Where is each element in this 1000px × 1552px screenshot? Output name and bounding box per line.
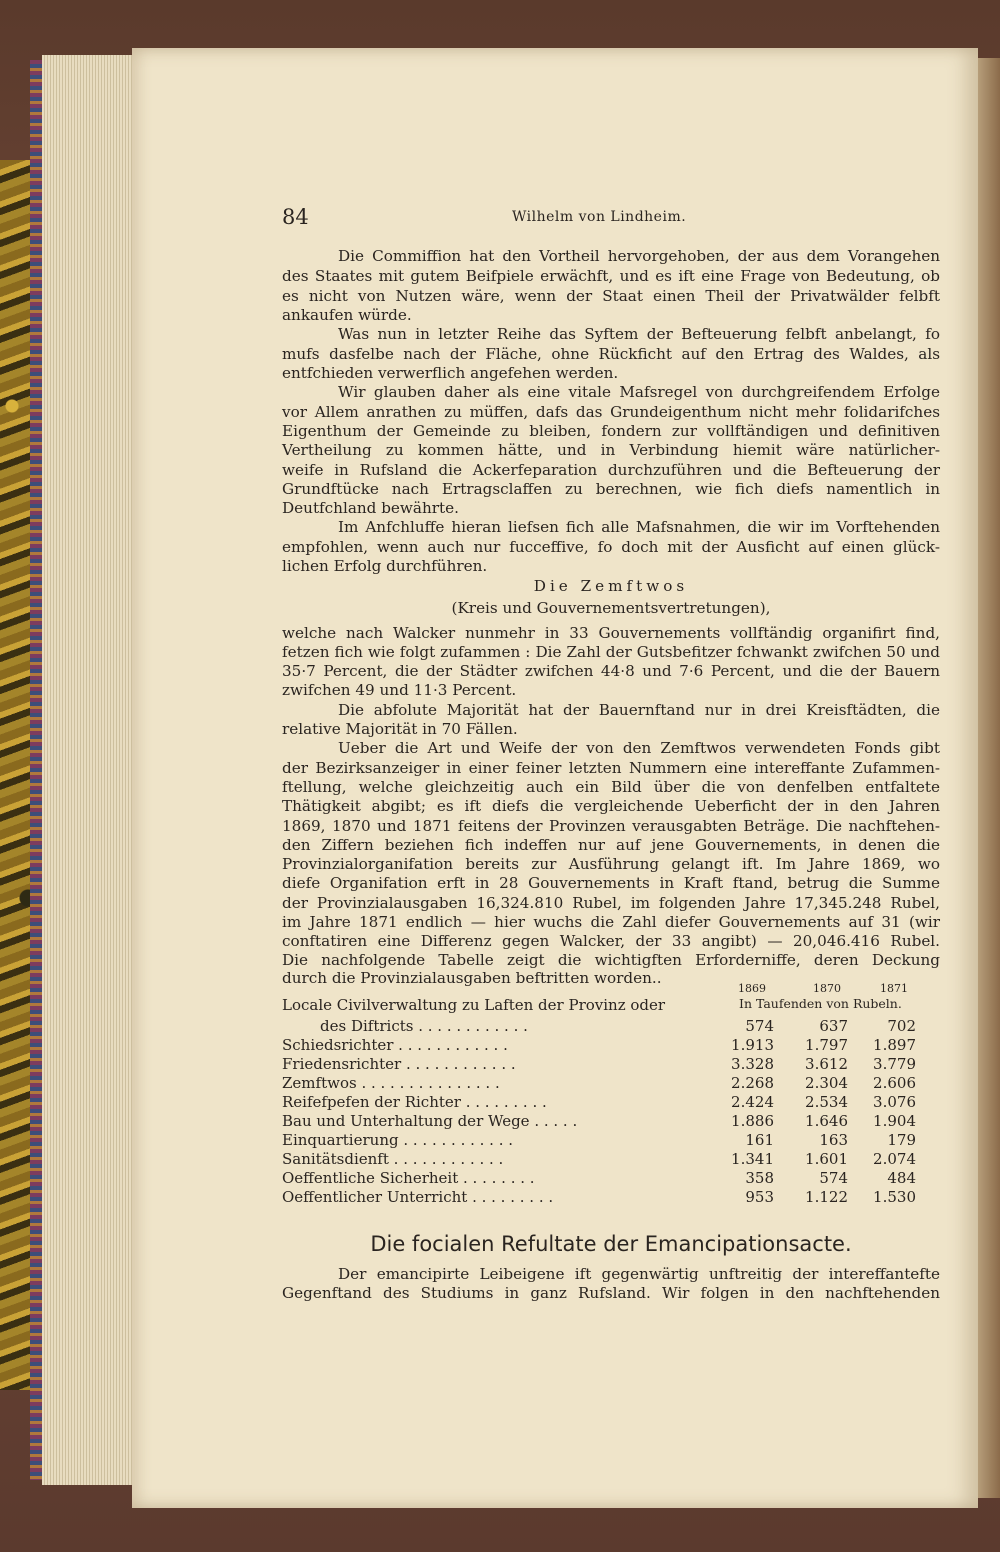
table-row bbox=[282, 1112, 942, 1131]
table-label: Schiedsrichter . . . . . . . . . . . . bbox=[282, 1036, 508, 1054]
text-line: der Provinzialausgaben 16,324.810 Rubel, im folgenden Jahre 17,345.248 Rubel, bbox=[282, 894, 940, 912]
running-head-author: Wilhelm von Lindheim. bbox=[512, 209, 687, 225]
table-cell: 161 bbox=[745, 1131, 774, 1149]
text-line: conftatiren eine Differenz gegen Walcker, der 33 angibt) — 20,046.416 Rubel. bbox=[282, 932, 940, 950]
table-row-label-line bbox=[282, 996, 942, 1015]
table-unit: In Taufenden von Rubeln. bbox=[739, 996, 902, 1011]
table-cell: 2.304 bbox=[805, 1074, 848, 1092]
table-cell: 3.328 bbox=[731, 1055, 774, 1073]
text-line: Vertheilung zu kommen hätte, und in Verbindung hiemit wäre natürlicher- bbox=[282, 441, 940, 459]
table-cell: 2.268 bbox=[731, 1074, 774, 1092]
text-line: Die Commiffion hat den Vortheil hervorgehoben, der aus dem Vorangehen bbox=[338, 247, 940, 265]
text-line: Eigenthum der Gemeinde zu bleiben, fondern zur vollftändigen und definitiven bbox=[282, 422, 940, 440]
table-row bbox=[282, 1188, 942, 1207]
text-line: 1869, 1870 und 1871 feitens der Provinzen verausgabten Beträge. Die nachftehen- bbox=[282, 817, 940, 835]
text-line: 35·7 Percent, die der Städter zwifchen 44·8 und 7·6 Percent, und die der Bauern bbox=[282, 662, 940, 680]
table-cell: 1.530 bbox=[873, 1188, 916, 1206]
table-cell: 2.534 bbox=[805, 1093, 848, 1111]
table-cell: 2.424 bbox=[731, 1093, 774, 1111]
text-line: relative Majorität in 70 Fällen. bbox=[282, 720, 518, 738]
table-cell: 1.341 bbox=[731, 1150, 774, 1168]
table-label: Einquartierung . . . . . . . . . . . . bbox=[282, 1131, 514, 1149]
table-cell: 702 bbox=[887, 1017, 916, 1035]
table-row bbox=[282, 1169, 942, 1188]
table-label: Sanitätsdienft . . . . . . . . . . . . bbox=[282, 1150, 504, 1168]
table-label: Friedensrichter . . . . . . . . . . . . bbox=[282, 1055, 516, 1073]
table-cell: 1.886 bbox=[731, 1112, 774, 1130]
table-row bbox=[282, 1150, 942, 1169]
text-line: ankaufen würde. bbox=[282, 306, 412, 324]
table-cell: 179 bbox=[887, 1131, 916, 1149]
text-line: Deutfchland bewährte. bbox=[282, 499, 459, 517]
text-line: Ueber die Art und Weife der von den Zemftwos verwendeten Fonds gibt bbox=[338, 739, 940, 757]
table-cell: 1.601 bbox=[805, 1150, 848, 1168]
text-line: diefe Organifation erft in 28 Gouvernements in Kraft ftand, betrug die Summe bbox=[282, 874, 940, 892]
subheading: Die Zemftwos bbox=[533, 577, 689, 595]
table-label: Reifefpefen der Richter . . . . . . . . . bbox=[282, 1093, 547, 1111]
text-line: welche nach Walcker nunmehr in 33 Gouvernements vollftändig organifirt find, bbox=[282, 624, 940, 642]
table-cell: 163 bbox=[819, 1131, 848, 1149]
table-cell: 1.897 bbox=[873, 1036, 916, 1054]
table-row bbox=[282, 1055, 942, 1074]
table-cell: 1.913 bbox=[731, 1036, 774, 1054]
table-label: des Diftricts . . . . . . . . . . . . bbox=[320, 1017, 528, 1035]
text-line: empfohlen, wenn auch nur fucceffive, fo doch mit der Ausficht auf einen glück- bbox=[282, 538, 940, 556]
table-year-1871: 1871 bbox=[880, 982, 908, 995]
table-label: Oeffentlicher Unterricht . . . . . . . . . bbox=[282, 1188, 554, 1206]
table-cell: 953 bbox=[745, 1188, 774, 1206]
table-cell: 1.646 bbox=[805, 1112, 848, 1130]
table-row bbox=[282, 1131, 942, 1150]
text-line: Die abfolute Majorität hat der Bauernftand nur in drei Kreisftädten, die bbox=[338, 701, 940, 719]
table-label: Bau und Unterhaltung der Wege . . . . . bbox=[282, 1112, 578, 1130]
text-line: zwifchen 49 und 11·3 Percent. bbox=[282, 681, 517, 699]
running-head bbox=[282, 205, 942, 235]
table-row bbox=[282, 1017, 942, 1036]
text-line: Was nun in letzter Reihe das Syftem der Befteuerung felbft anbelangt, fo bbox=[338, 325, 940, 343]
table-year-1869: 1869 bbox=[738, 982, 766, 995]
table-row bbox=[282, 1036, 942, 1055]
text-line: Grundftücke nach Ertragsclaffen zu berechnen, wie fich diefs namentlich in bbox=[282, 480, 940, 498]
page-edges bbox=[42, 55, 134, 1485]
table-row bbox=[282, 1093, 942, 1112]
text-line: entfchieden verwerflich angefehen werden. bbox=[282, 364, 619, 382]
text-line: es nicht von Nutzen wäre, wenn der Staat einen Theil der Privatwälder felbft bbox=[282, 287, 940, 305]
table-cell: 574 bbox=[745, 1017, 774, 1035]
table-cell: 1.797 bbox=[805, 1036, 848, 1054]
text-line: Gegenftand des Studiums in ganz Rufsland. Wir folgen in den nachftehenden bbox=[282, 1284, 940, 1302]
table-cell: 2.606 bbox=[873, 1074, 916, 1092]
table-cell: 1.904 bbox=[873, 1112, 916, 1130]
text-line: Der emancipirte Leibeigene ift gegenwärtig unftreitig der intereffantefte bbox=[338, 1265, 940, 1283]
text-line: den Ziffern beziehen fich indeffen nur auf jene Gouvernements, in denen die bbox=[282, 836, 940, 854]
table-cell: 3.076 bbox=[873, 1093, 916, 1111]
text-line: Die nachfolgende Tabelle zeigt die wichtigften Erforderniffe, deren Deckung bbox=[282, 951, 940, 969]
table-cell: 574 bbox=[819, 1169, 848, 1187]
text-line: Im Anfchluffe hieran liefsen fich alle Mafsnahmen, die wir im Vorftehenden bbox=[338, 518, 940, 536]
table-row bbox=[282, 1074, 942, 1093]
table-cell: 484 bbox=[887, 1169, 916, 1187]
text-line: mufs dasfelbe nach der Fläche, ohne Rückficht auf den Ertrag des Waldes, als bbox=[282, 345, 940, 363]
table-label: Oeffentliche Sicherheit . . . . . . . . bbox=[282, 1169, 535, 1187]
text-line: lichen Erfolg durchführen. bbox=[282, 557, 488, 575]
table-cell: 1.122 bbox=[805, 1188, 848, 1206]
text-line: des Staates mit gutem Beifpiele erwächft, und es ift eine Frage von Bedeutung, ob bbox=[282, 267, 940, 285]
text-line: weife in Rufsland die Ackerfeparation durchzuführen und die Befteuerung der bbox=[282, 461, 940, 479]
table-year-1870: 1870 bbox=[813, 982, 841, 995]
text-line: Provinzialorganifation bereits zur Ausführung gelangt ift. Im Jahre 1869, wo bbox=[282, 855, 940, 873]
table-cell: 2.074 bbox=[873, 1150, 916, 1168]
table-cell: 3.779 bbox=[873, 1055, 916, 1073]
subheading-parenthetical: (Kreis und Gouvernementsvertretungen), bbox=[451, 599, 771, 617]
text-line: fetzen fich wie folgt zufammen : Die Zahl der Gutsbefitzer fchwankt zwifchen 50 und bbox=[282, 643, 940, 661]
table-label: Zemftwos . . . . . . . . . . . . . . . bbox=[282, 1074, 500, 1092]
table-cell: 358 bbox=[745, 1169, 774, 1187]
text-line: durch die Provinzialausgaben beftritten worden.. bbox=[282, 969, 662, 987]
text-line: der Bezirksanzeiger in einer feiner letzten Nummern eine intereffante Zufammen- bbox=[282, 759, 940, 777]
text-line: ftellung, welche gleichzeitig auch ein Bild über die von denfelben entfaltete bbox=[282, 778, 940, 796]
text-line: Wir glauben daher als eine vitale Mafsregel von durchgreifendem Erfolge bbox=[338, 383, 940, 401]
table-cell: 3.612 bbox=[805, 1055, 848, 1073]
page-number: 84 bbox=[282, 205, 309, 229]
table-label: Locale Civilverwaltung zu Laften der Provinz oder bbox=[282, 996, 666, 1014]
text-line: vor Allem anrathen zu müffen, dafs das Grundeigenthum nicht mehr folidarifches bbox=[282, 403, 940, 421]
section-title: Die focialen Refultate der Emancipationsacte. bbox=[370, 1232, 852, 1256]
text-line: im Jahre 1871 endlich — hier wuchs die Zahl diefer Gouvernements auf 31 (wir bbox=[282, 913, 940, 931]
text-line: Thätigkeit abgibt; es ift diefs die vergleichende Ueberficht der in den Jahren bbox=[282, 797, 940, 815]
table-cell: 637 bbox=[819, 1017, 848, 1035]
